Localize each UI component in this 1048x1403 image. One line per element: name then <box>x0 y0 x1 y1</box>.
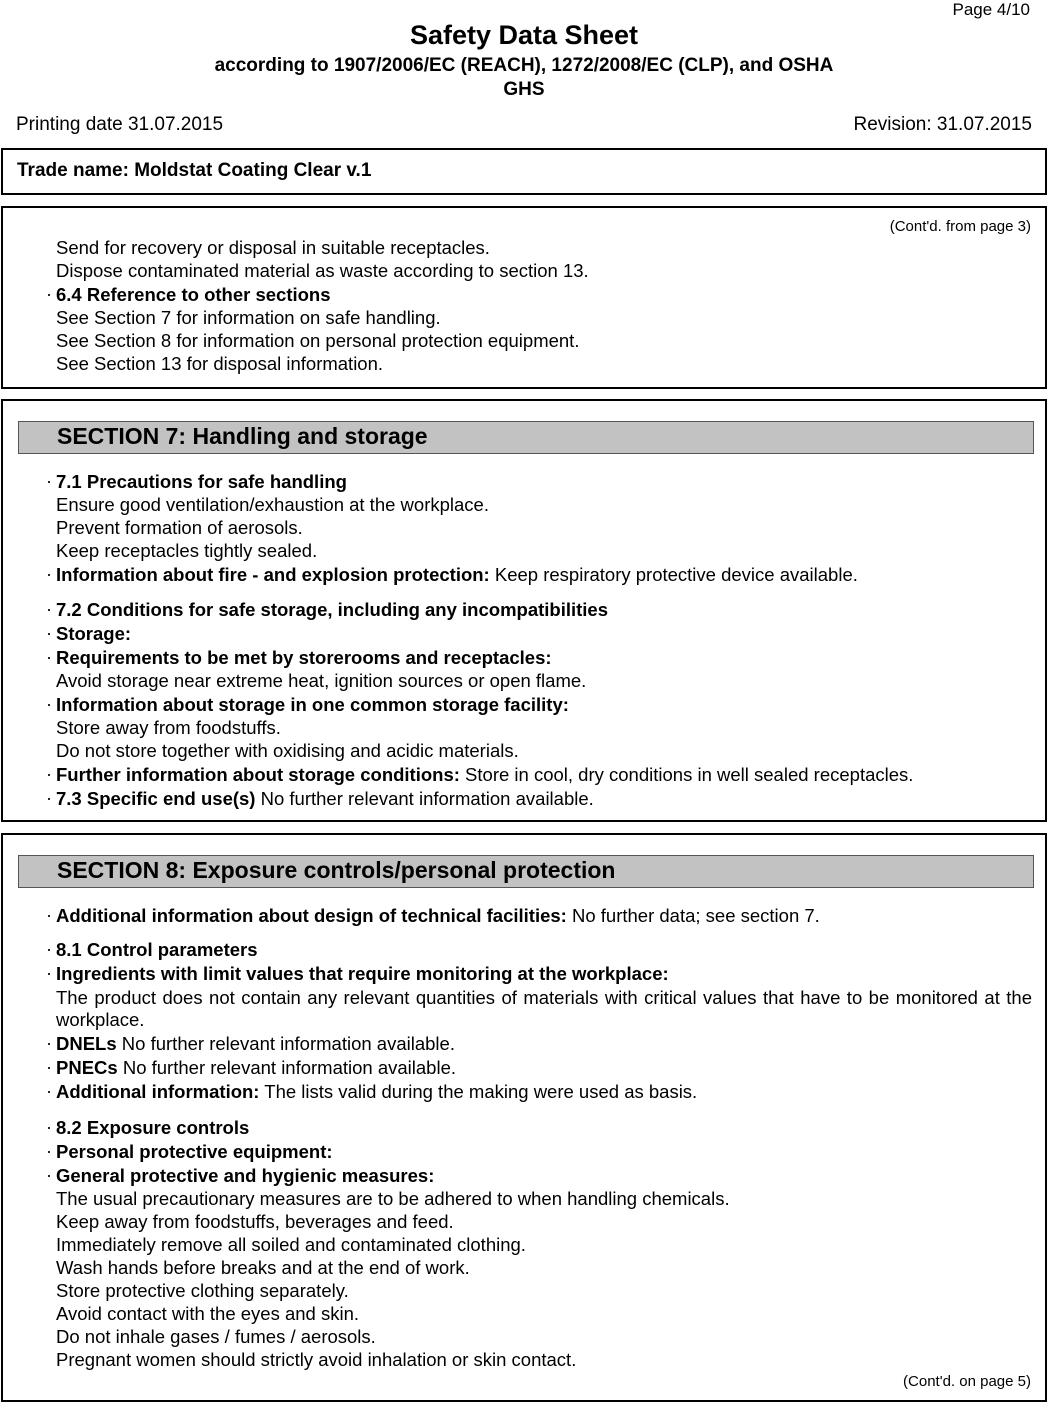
document-title: Safety Data Sheet <box>409 20 639 50</box>
bullet-dot: · <box>46 1117 52 1137</box>
bullet-dot: · <box>46 284 52 304</box>
section-7-title: SECTION 7: Handling and storage <box>57 423 428 449</box>
section-8-title: SECTION 8: Exposure controls/personal protection <box>57 857 616 883</box>
additional-info-text: The lists valid during the making were used as basis. <box>259 1081 698 1102</box>
specific-end-use <box>56 788 594 810</box>
section-6-continuation <box>1 206 1047 389</box>
text-line: Pregnant women should strictly avoid inhalation or skin contact. <box>56 1349 577 1370</box>
section-7-header <box>18 421 1034 454</box>
continued-on-note: (Cont'd. on page 5) <box>903 1373 1031 1390</box>
text-line: Keep away from foodstuffs, beverages and feed. <box>56 1211 454 1232</box>
revision-date: Revision: 31.07.2015 <box>853 114 1032 135</box>
bullet-dot: · <box>46 939 52 959</box>
text-line: Keep receptacles tightly sealed. <box>56 540 318 561</box>
text-line: The usual precautionary measures are to be adhered to when handling chemicals. <box>56 1188 730 1209</box>
pnecs-label: PNECs <box>56 1057 118 1078</box>
limit-values-text: The product does not contain any relevant quantities of materials with critical values that have to be monitored at the workplace. <box>56 987 1032 1030</box>
subsection-8-2-heading: 8.2 Exposure controls <box>56 1117 250 1138</box>
storage-heading: Storage: <box>56 623 132 644</box>
bullet-dot: · <box>46 788 52 808</box>
pnecs-info <box>56 1057 456 1079</box>
continued-from-note: (Cont'd. from page 3) <box>889 218 1031 235</box>
text-line: Send for recovery or disposal in suitable receptacles. <box>56 237 490 258</box>
trade-name: Trade name: Moldstat Coating Clear v.1 <box>17 160 372 181</box>
text-line: Immediately remove all soiled and contaminated clothing. <box>56 1234 526 1255</box>
document-subtitle-ghs: GHS <box>503 79 545 100</box>
text-line: Do not inhale gases / fumes / aerosols. <box>56 1326 376 1347</box>
bullet-dot: · <box>46 647 52 667</box>
document-subtitle: according to 1907/2006/EC (REACH), 1272/2008/EC (CLP), and OSHA <box>214 55 834 76</box>
text-line: See Section 13 for disposal information. <box>56 353 384 374</box>
bullet-dot: · <box>46 764 52 784</box>
fire-protection-label: Information about fire - and explosion protection: <box>56 564 490 585</box>
additional-info <box>56 1081 697 1103</box>
subsection-6-4-heading: 6.4 Reference to other sections <box>56 284 331 305</box>
dnels-text: No further relevant information available. <box>116 1033 455 1054</box>
technical-facilities-info <box>56 905 820 927</box>
text-line: See Section 8 for information on personal protection equipment. <box>56 330 580 351</box>
technical-facilities-label: Additional information about design of technical facilities: <box>56 905 567 926</box>
additional-info-label: Additional information: <box>56 1081 260 1102</box>
fire-protection-text: Keep respiratory protective device available. <box>489 564 858 585</box>
text-line: Do not store together with oxidising and acidic materials. <box>56 740 519 761</box>
bullet-dot: · <box>46 471 52 491</box>
storeroom-requirements-heading: Requirements to be met by storerooms and receptacles: <box>56 647 552 668</box>
further-storage-text: Store in cool, dry conditions in well sealed receptacles. <box>459 764 914 785</box>
bullet-dot: · <box>46 564 52 584</box>
text-line: Store protective clothing separately. <box>56 1280 349 1301</box>
printing-date: Printing date 31.07.2015 <box>16 114 224 135</box>
page-number: Page 4/10 <box>952 0 1030 19</box>
text-line: See Section 7 for information on safe handling. <box>56 307 441 328</box>
ppe-heading: Personal protective equipment: <box>56 1141 333 1162</box>
bullet-dot: · <box>46 1165 52 1185</box>
pnecs-text: No further relevant information available. <box>117 1057 457 1078</box>
bullet-dot: · <box>46 623 52 643</box>
further-storage-info <box>56 764 913 786</box>
further-storage-label: Further information about storage conditions: <box>56 764 460 785</box>
dnels-info <box>56 1033 455 1055</box>
bullet-dot: · <box>46 694 52 714</box>
dnels-label: DNELs <box>56 1033 117 1054</box>
specific-end-use-label: 7.3 Specific end use(s) <box>56 788 256 809</box>
trade-name-box <box>1 148 1047 195</box>
limit-values-heading: Ingredients with limit values that require monitoring at the workplace: <box>56 963 669 984</box>
subsection-8-1-heading: 8.1 Control parameters <box>56 939 258 960</box>
text-line: Dispose contaminated material as waste according to section 13. <box>56 260 589 281</box>
specific-end-use-text: No further relevant information available. <box>255 788 594 809</box>
bullet-dot: · <box>46 1033 52 1053</box>
bullet-dot: · <box>46 1081 52 1101</box>
bullet-dot: · <box>46 599 52 619</box>
bullet-dot: · <box>46 963 52 983</box>
section-8-header <box>18 855 1034 888</box>
common-storage-heading: Information about storage in one common storage facility: <box>56 694 569 715</box>
subsection-7-2-heading: 7.2 Conditions for safe storage, including any incompatibilities <box>56 599 609 620</box>
text-line: Wash hands before breaks and at the end of work. <box>56 1257 470 1278</box>
section-8 <box>1 833 1047 1402</box>
bullet-dot: · <box>46 905 52 925</box>
technical-facilities-text: No further data; see section 7. <box>566 905 820 926</box>
bullet-dot: · <box>46 1141 52 1161</box>
section-7 <box>1 399 1047 822</box>
fire-protection-info <box>56 564 858 586</box>
text-line: Ensure good ventilation/exhaustion at the workplace. <box>56 494 489 515</box>
bullet-dot: · <box>46 1057 52 1077</box>
text-line: Avoid storage near extreme heat, ignition sources or open flame. <box>56 670 587 691</box>
text-line: Store away from foodstuffs. <box>56 717 281 738</box>
subsection-7-1-heading: 7.1 Precautions for safe handling <box>56 471 347 492</box>
text-line: Prevent formation of aerosols. <box>56 517 303 538</box>
text-line: Avoid contact with the eyes and skin. <box>56 1303 360 1324</box>
hygienic-measures-heading: General protective and hygienic measures: <box>56 1165 435 1186</box>
